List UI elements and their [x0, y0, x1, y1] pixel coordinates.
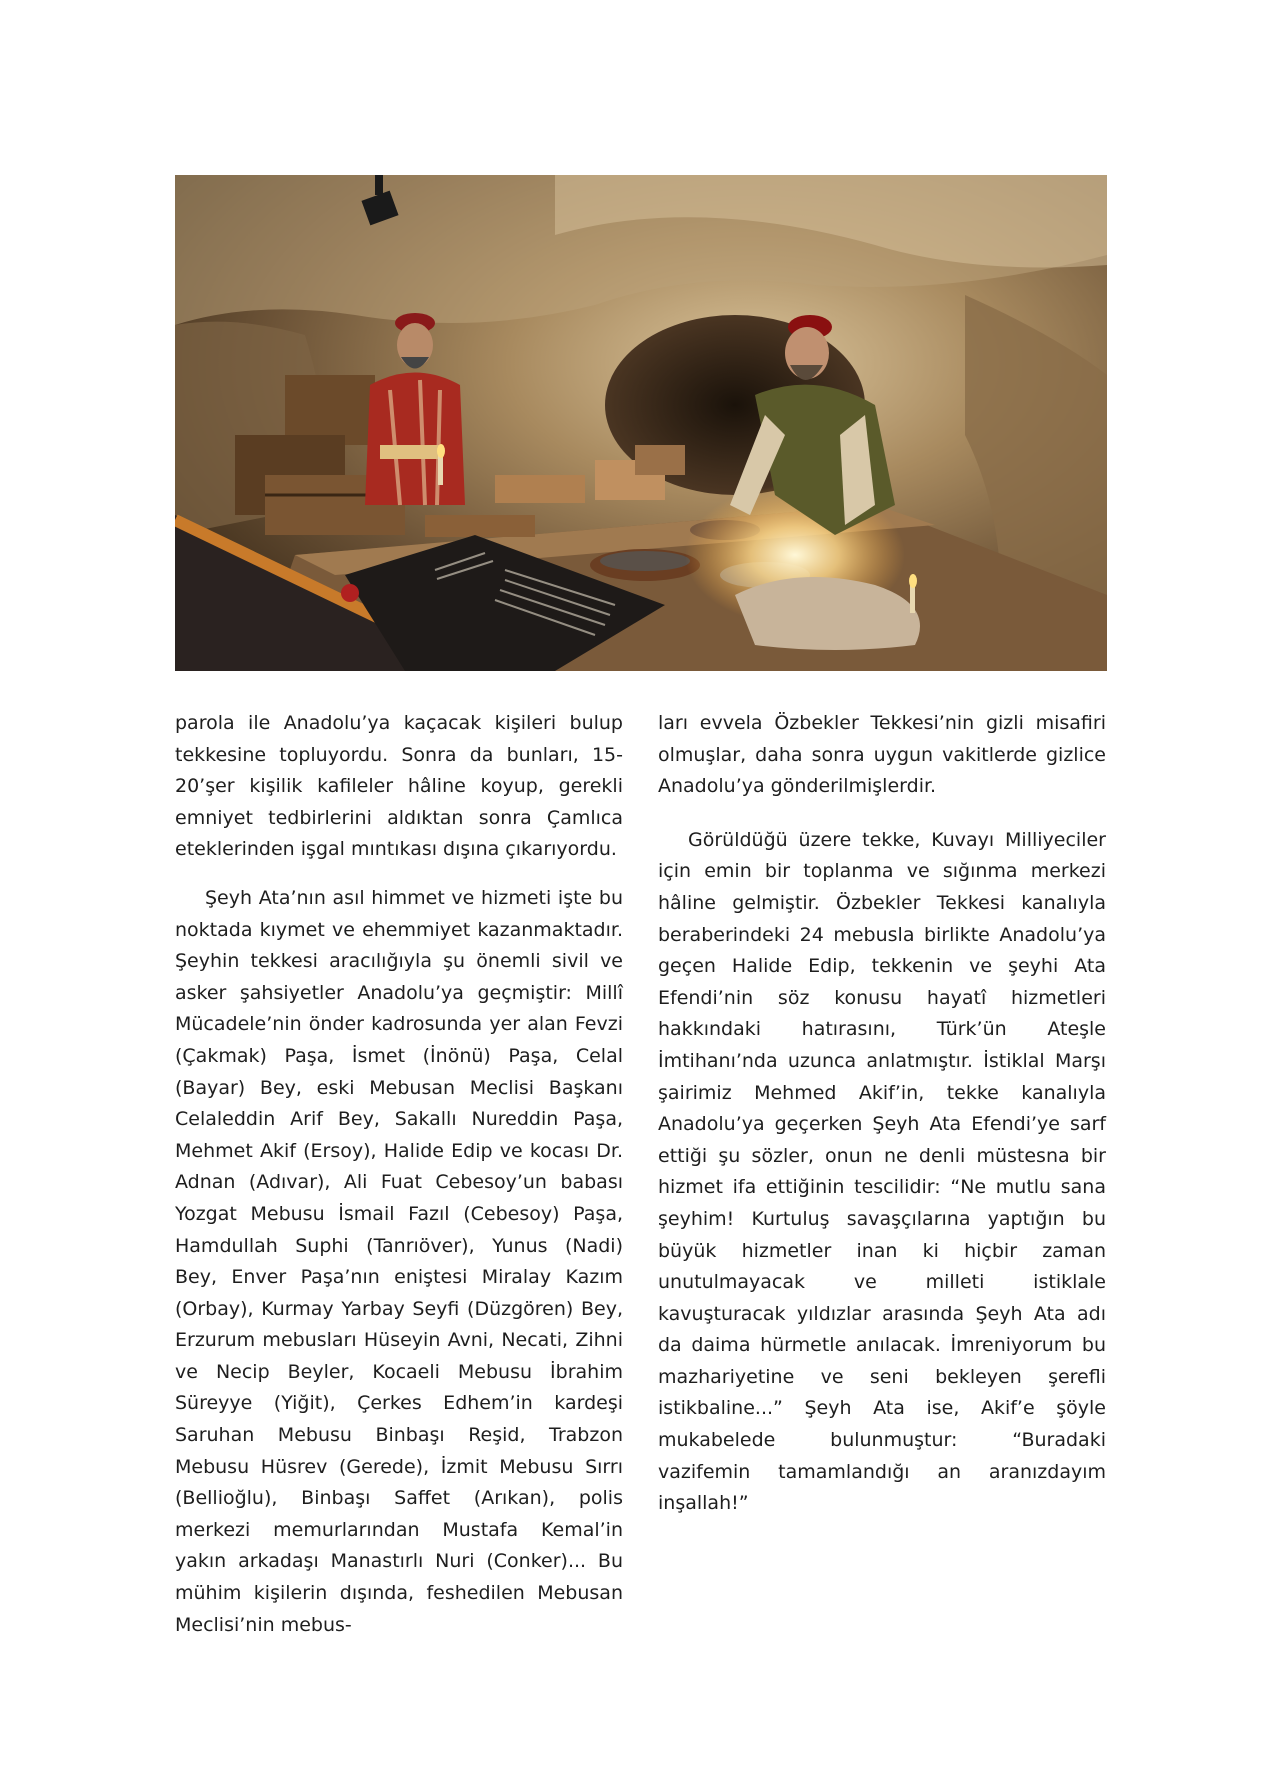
paragraph: Şeyh Ata’nın asıl himmet ve hizmeti işte bu noktada kıymet ve ehemmiyet kazanmaktadır. Şeyhin tekkesi aracılığıyla şu önemli sivil ve asker şahsiyetler Anadolu’ya geçmiştir: Millî Mücadele’nin önder kadrosunda yer alan Fevzi (Çakmak) Paşa, İsmet (İnönü) Paşa, Celal (Bayar) Bey, eski Mebusan Meclisi Başkanı Celaleddin Arif Bey, Sakallı Nureddin Paşa, Mehmet Akif (Ersoy), Halide Edip ve kocası Dr. Adnan (Adıvar), Ali Fuat Cebesoy’un babası Yozgat Mebusu İsmail Fazıl (Cebesoy) Paşa, Hamdullah Suphi (Tanrıöver), Yunus (Nadi) Bey, Enver Paşa’nın eniştesi Miralay Kazım (Orbay), Kurmay Yarbay Seyfi (Düzgören) Bey, Erzurum mebusları Hüseyin Avni, Necati, Zihni ve Necip Beyler, Kocaeli Mebusu İbrahim Süreyye (Yiğit), Çerkes Edhem’in kardeşi Saruhan Mebusu Binbaşı Reşid, Trabzon Mebusu Hüsrev (Gerede), İzmit Mebusu Sırrı (Bellioğlu), Binbaşı Saffet (Arıkan), polis merkezi memurlarından Mustafa Kemal’in yakın arkadaşı Manastırlı Nuri (Conker)... Bu mühim kişilerin dışında, feshedilen Mebusan Meclisi’nin mebus-: [175, 886, 623, 1636]
paragraph: ları evvela Özbekler Tekkesi’nin gizli misafiri olmuşlar, daha sonra uygun vakitlerde gizlice Anadolu’ya gönderilmişlerdir.: [658, 712, 1106, 798]
paragraph: Görüldüğü üzere tekke, Kuvayı Milliyeciler için emin bir toplanma ve sığınma merkezi hâline gelmiştir. Özbekler Tekkesi kanalıyla beraberindeki 24 mebusla birlikte Anadolu’ya geçen Halide Edip, tekkenin ve şeyhi Ata Efendi’nin söz konusu hayatî hizmetleri hakkındaki hatırasını, Türk’ün Ateşle İmtihanı’nda uzunca anlatmıştır. İstiklal Marşı şairimiz Mehmed Akif’in, tekke kanalıyla Anadolu’ya geçerken Şeyh Ata Efendi’ye sarf ettiği şu sözler, onun ne denli müstesna bir hizmet ifa ettiğinin tescilidir: “Ne mutlu sana şeyhim! Kurtuluş savaşçılarına yaptığın bu büyük hizmetler inan ki hiçbir zaman unutulmayacak ve milleti istiklale kavuşturacak yıldızlar arasında Şeyh Ata adı da daima hürmetle anılacak. İmreniyorum bu mazhariyetine ve seni bekleyen şerefli istikbaline...” Şeyh Ata ise, Akif’e şöyle mukabelede bulunmuştur: “Buradaki vazifemin tamamlandığı an aranızdayım inşallah!”: [658, 828, 1106, 1515]
text-column-right: [658, 708, 1106, 1520]
paragraph: parola ile Anadolu’ya kaçacak kişileri bulup tekkesine topluyordu. Sonra da bunları, 15-20’şer kişilik kafileler hâline koyup, gerekli emniyet tedbirlerini aldıktan sonra Çamlıca eteklerinden işgal mıntıkası dışına çıkarıyordu.: [175, 712, 623, 861]
text-column-left: [175, 708, 623, 1641]
museum-diorama-photo: [175, 175, 1107, 671]
